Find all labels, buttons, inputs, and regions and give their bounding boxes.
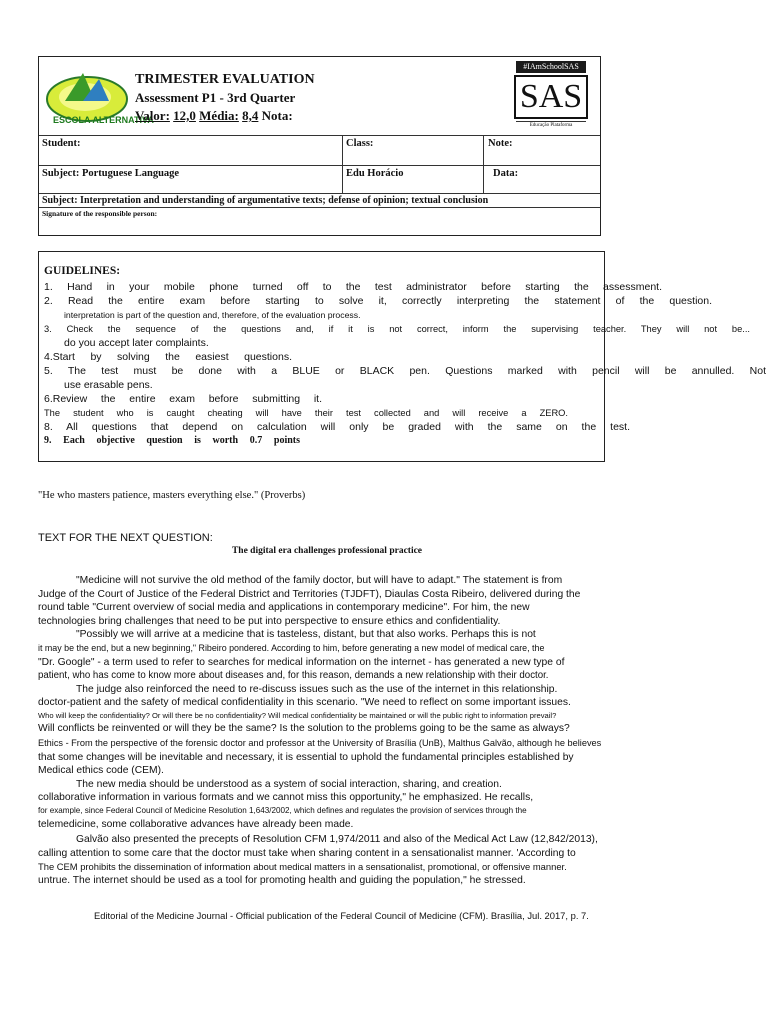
valor-label: Valor: bbox=[135, 108, 170, 123]
class-field[interactable]: Class: bbox=[346, 138, 374, 149]
article-line: patient, who has come to know more about diseases and, for this reason, demands a new relationship with their doctor. bbox=[38, 670, 549, 682]
article-line: doctor-patient and the safety of medical confidentiality in this scenario. "We need to reflect on some important issues. bbox=[38, 697, 571, 709]
divider bbox=[342, 135, 343, 193]
article-line: The judge also reinforced the need to re-discuss issues such as the use of the internet in this relationship. bbox=[76, 683, 558, 695]
article-line: The new media should be understood as a system of social interaction, sharing, and creation. bbox=[76, 778, 502, 790]
guideline-item: use erasable pens. bbox=[64, 379, 153, 391]
article-line: it may be the end, but a new beginning," Ribeiro pondered. According to him, before generating a new model of medical care, the bbox=[38, 642, 545, 653]
guideline-item: 4.Start by solving the easiest questions. bbox=[44, 351, 292, 363]
article-line: untrue. The internet should be used as a tool for promoting health and guiding the population," he stressed. bbox=[38, 874, 526, 886]
article-body bbox=[38, 574, 602, 887]
article-source: Editorial of the Medicine Journal - Official publication of the Federal Council of Medicine (CFM). Brasília, Jul. 2017, p. 7. bbox=[94, 910, 589, 921]
media-value: 8,4 bbox=[242, 108, 259, 123]
article-line: round table "Current overview of social media and applications in contemporary medicine". For him, the new bbox=[38, 602, 530, 614]
logo-text: ESCOLA ALTERNATIVA bbox=[53, 115, 154, 125]
guideline-item: 5. The test must be done with a BLUE or BLACK pen. Questions marked with pencil will be annulled. Not bbox=[44, 365, 766, 377]
divider bbox=[483, 135, 484, 193]
sas-footer: Educação Plataforma bbox=[516, 121, 586, 129]
note-field[interactable]: Note: bbox=[488, 138, 513, 149]
article-line: telemedicine, some collaborative advances have already been made. bbox=[38, 818, 354, 830]
article-line: Ethics - From the perspective of the forensic doctor and professor at the University of Brasília (UnB), Malthus Galvão, although he believes bbox=[38, 737, 602, 748]
student-field[interactable]: Student: bbox=[42, 138, 81, 149]
article-title: The digital era challenges professional practice bbox=[231, 546, 423, 556]
article-line: Judge of the Court of Justice of the Federal District and Territories (TJDFT), Diaulas Costa Ribeiro, delivered during the bbox=[38, 588, 581, 600]
article-line: that some changes will be inevitable and necessary, it is essential to uphold the fundamental principles established by bbox=[38, 751, 574, 763]
text-intro: TEXT FOR THE NEXT QUESTION: bbox=[38, 532, 213, 544]
subject-detail: Subject: Interpretation and understanding of argumentative texts; defense of opinion; textual conclusion bbox=[42, 195, 489, 206]
guideline-item: 1. Hand in your mobile phone turned off to the test administrator before starting the assessment. bbox=[44, 281, 662, 293]
valor-value: 12,0 bbox=[173, 108, 196, 123]
title-block bbox=[135, 71, 315, 125]
date-field[interactable]: Data: bbox=[493, 168, 519, 179]
signature-field[interactable]: Signature of the responsible person: bbox=[42, 209, 158, 218]
proverb-quote: "He who masters patience, masters everything else." (Proverbs) bbox=[38, 490, 306, 501]
guideline-item: 8. All questions that depend on calculation will only be graded with the same on the test. bbox=[44, 421, 630, 433]
guideline-item: interpretation is part of the question and, therefore, of the evaluation process. bbox=[64, 310, 361, 320]
guidelines-heading: GUIDELINES: bbox=[44, 265, 121, 277]
article-line: calling attention to some care that the doctor must take when sharing content in a sensationalist manner. 'According to bbox=[38, 847, 576, 859]
article-line: for example, since Federal Council of Medicine Resolution 1,643/2002, which defines and regulates the provision of services through the bbox=[38, 805, 527, 815]
divider bbox=[39, 207, 600, 208]
sas-logo bbox=[512, 59, 590, 129]
divider bbox=[39, 193, 600, 194]
evaluation-title: TRIMESTER EVALUATION bbox=[135, 72, 315, 87]
article-line: collaborative information in various formats and we cannot miss this opportunity," he emphasized. He recalls, bbox=[38, 792, 534, 804]
media-label: Média: bbox=[199, 108, 239, 123]
article-line: Galvão also presented the precepts of Resolution CFM 1,974/2011 and also of the Medical Act Law (12,842/2013), bbox=[76, 833, 598, 845]
guideline-item: 9. Each objective question is worth 0.7 points bbox=[44, 435, 300, 446]
teacher-name: Edu Horácio bbox=[346, 168, 404, 179]
sas-logo-text: SAS bbox=[514, 75, 588, 119]
guideline-item: do you accept later complaints. bbox=[64, 337, 209, 349]
sas-tag: #IAmSchoolSAS bbox=[516, 61, 586, 73]
article-line: "Dr. Google" - a term used to refer to searches for medical information on the internet - has generated a new type of bbox=[38, 656, 565, 668]
subject-label: Subject: Portuguese Language bbox=[42, 168, 180, 179]
article-line: "Possibly we will arrive at a medicine that is tasteless, distant, but that also works. Perhaps this is not bbox=[76, 629, 536, 641]
guideline-item: 6.Review the entire exam before submitting it. bbox=[44, 393, 322, 405]
article-line: Will conflicts be reinvented or will they be the same? Is the solution to the problems going to be the same as always? bbox=[38, 722, 570, 734]
divider bbox=[39, 135, 600, 136]
nota-label: Nota: bbox=[261, 108, 293, 123]
article-line: technologies bring challenges that need to be put into perspective to ensure ethics and confidentiality. bbox=[38, 615, 501, 627]
article-line: "Medicine will not survive the old method of the family doctor, but will have to adapt." The statement is from bbox=[76, 575, 563, 586]
evaluation-subtitle: Assessment P1 - 3rd Quarter bbox=[135, 90, 296, 105]
article-line: Who will keep the confidentiality? Or will there be no confidentiality? Will medical confidentiality be maintained or will the public right to information prevail? bbox=[38, 710, 557, 720]
grade-line bbox=[135, 107, 315, 125]
article-line: Medical ethics code (CEM). bbox=[38, 765, 164, 777]
guideline-item: 3. Check the sequence of the questions and, if it is not correct, inform the supervising teacher. They will not be... bbox=[44, 324, 750, 334]
guideline-item: The student who is caught cheating will have their test collected and will receive a ZERO. bbox=[44, 408, 568, 418]
header-box bbox=[38, 56, 601, 236]
guideline-item: 2. Read the entire exam before starting to solve it, correctly interpreting the statement of the question. bbox=[44, 295, 712, 307]
guidelines-list bbox=[44, 280, 764, 448]
divider bbox=[39, 165, 600, 166]
article-line: The CEM prohibits the dissemination of information about medical matters in a sensationalist, promotional, or offensive manner. bbox=[38, 861, 567, 873]
